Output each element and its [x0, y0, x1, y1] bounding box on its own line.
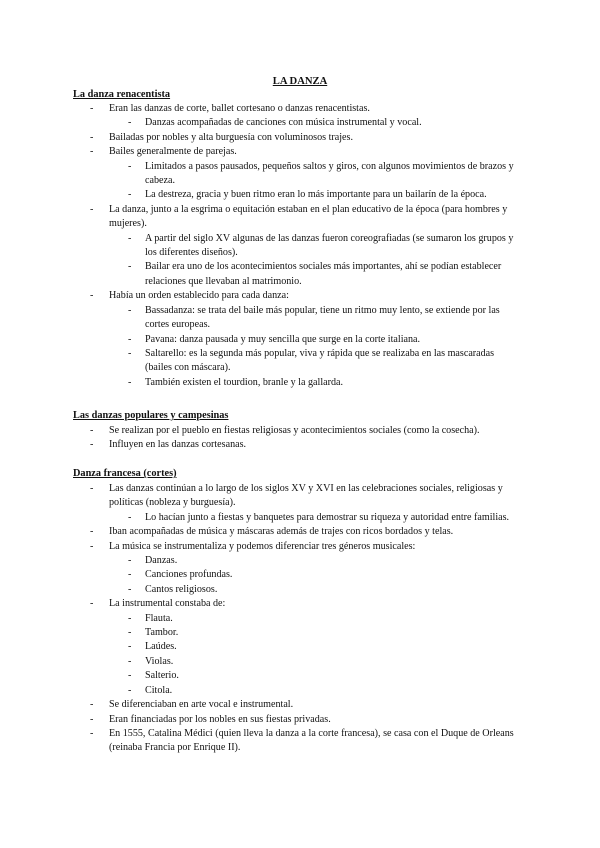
- sub-list-item: - A partir del siglo XV algunas de las danzas fueron coreografiadas (se sumaron los grupos y los diferentes diseños).: [0, 232, 519, 261]
- list-item: - Eran las danzas de corte, ballet cortesano o danzas renacentistas.: [0, 102, 519, 116]
- section-heading-renacentista: La danza renacentista: [73, 89, 171, 100]
- sub-list-item: - Pavana: danza pausada y muy sencilla que surge en la corte italiana.: [0, 333, 519, 347]
- sub-list-item: - Salterio.: [0, 669, 519, 683]
- list-item: - La instrumental constaba de:: [0, 597, 519, 611]
- list-item: - Bailadas por nobles y alta burguesía con voluminosos trajes.: [0, 131, 519, 145]
- sub-list-item: - Danzas acompañadas de canciones con música instrumental y vocal.: [0, 116, 519, 130]
- sub-list-item: - Bailar era uno de los acontecimientos sociales más importantes, ahí se podían establecer relaciones que llevaban al matrimonio.: [0, 260, 519, 289]
- section-list-populares: [0, 424, 600, 453]
- sub-list-item: - Citola.: [0, 684, 519, 698]
- list-item: - Había un orden establecido para cada danza:: [0, 289, 519, 303]
- sub-list-item: - Danzas.: [0, 554, 519, 568]
- sub-list-item: - Canciones profundas.: [0, 568, 519, 582]
- sub-list-item: - También existen el tourdion, branle y la gallarda.: [0, 376, 519, 390]
- sub-list-item: - Bassadanza: se trata del baile más popular, tiene un ritmo muy lento, se extiende por las cortes europeas.: [0, 304, 519, 333]
- list-item: - Se diferenciaban en arte vocal e instrumental.: [0, 698, 519, 712]
- section-heading-populares: Las danzas populares y campesinas: [73, 410, 229, 421]
- list-item: - En 1555, Catalina Médici (quien lleva la danza a la corte francesa), se casa con el Duque de Orleans (reinaba Francia por Enrique II).: [0, 727, 519, 756]
- section-heading-francesa: Danza francesa (cortes): [73, 468, 177, 479]
- sub-list-item: - Lo hacían junto a fiestas y banquetes para demostrar su riqueza y autoridad entre familias.: [0, 511, 519, 525]
- sub-list-item: - Flauta.: [0, 612, 519, 626]
- list-item: - Las danzas continúan a lo largo de los siglos XV y XVI en las celebraciones sociales, religiosas y políticas (nobleza y burguesía).: [0, 482, 519, 511]
- sub-list-item: - Limitados a pasos pausados, pequeños saltos y giros, con algunos movimientos de brazos y cabeza.: [0, 160, 519, 189]
- sub-list-item: - Laúdes.: [0, 640, 519, 654]
- sub-list-item: - Cantos religiosos.: [0, 583, 519, 597]
- sub-list-item: - Tambor.: [0, 626, 519, 640]
- sub-list-item: - La destreza, gracia y buen ritmo eran lo más importante para un bailarín de la época.: [0, 188, 519, 202]
- list-item: - La danza, junto a la esgrima o equitación estaban en el plan educativo de la época (para hombres y mujeres).: [0, 203, 519, 232]
- page-title: LA DANZA: [272, 76, 328, 87]
- list-item: - Bailes generalmente de parejas.: [0, 145, 519, 159]
- list-item: - Iban acompañadas de música y máscaras además de trajes con ricos bordados y telas.: [0, 525, 519, 539]
- section-list-francesa: [0, 482, 600, 756]
- list-item: - Se realizan por el pueblo en fiestas religiosas y acontecimientos sociales (como la cosecha).: [0, 424, 519, 438]
- sub-list-item: - Violas.: [0, 655, 519, 669]
- section-list-renacentista: [0, 102, 600, 390]
- sub-list-item: - Saltarello: es la segunda más popular, viva y rápida que se realizaba en las mascaradas (bailes con máscara).: [0, 347, 519, 376]
- list-item: - Eran financiadas por los nobles en sus fiestas privadas.: [0, 713, 519, 727]
- list-item: - La música se instrumentaliza y podemos diferenciar tres géneros musicales:: [0, 540, 519, 554]
- list-item: - Influyen en las danzas cortesanas.: [0, 438, 519, 452]
